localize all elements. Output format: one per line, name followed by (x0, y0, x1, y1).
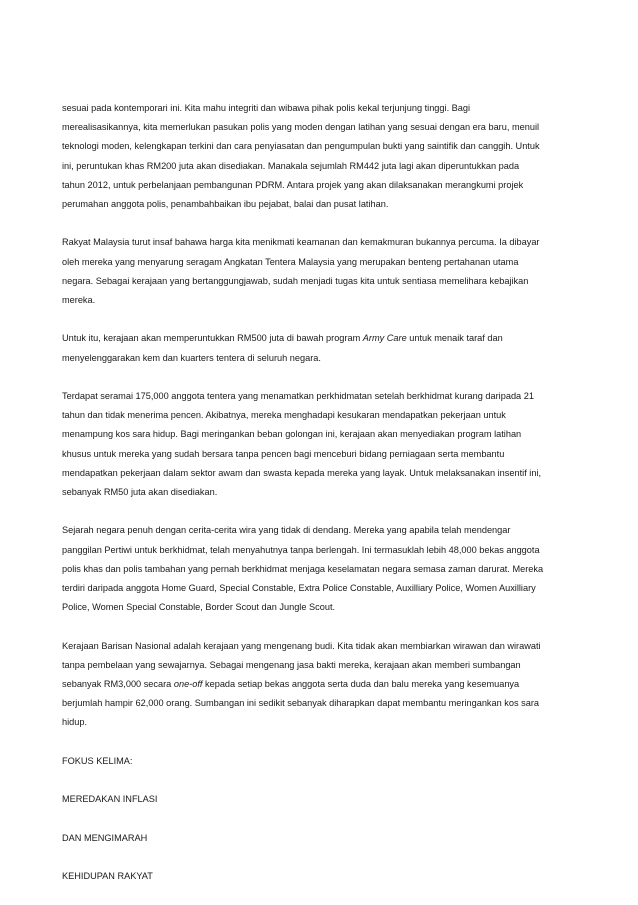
paragraph-text: sesuai pada kontemporari ini. Kita mahu integriti dan wibawa pihak polis kekal terjunjung tinggi. Bagi merealisasikannya, kita memerlukan pasukan polis yang moden dengan latihan yang sesuai dengan era baru, menuil teknologi moden, kelengkapan terkini dan cara penyiasatan dan pengumpulan bukti yang saintifik dan canggih. Untuk ini, peruntukan khas RM200 juta akan disediakan. Manakala sejumlah RM442 juta lagi akan diperuntukkan pada tahun 2012, untuk perbelanjaan pembangunan PDRM. Antara projek yang akan dilaksanakan merangkumi projek perumahan anggota polis, penambahbaikan ibu pejabat, balai dan pusat latihan. (62, 103, 540, 210)
paragraph-armed-forces (62, 233, 544, 310)
paragraph-one-off-contribution (62, 637, 544, 733)
paragraph-text: Kerajaan Barisan Nasional adalah kerajaan yang mengenang budi. Kita tidak akan membiarkan wirawan dan wirawati tanpa pembelaan yang sewajarnya. Sebagai mengenang jasa bakti mereka, kerajaan akan memberi sumbangan sebanyak RM3,000 secara (62, 640, 541, 690)
paragraph-text: untuk menaik taraf dan menyelenggarakan kem dan kuarters tentera di seluruh negara. (62, 333, 503, 363)
paragraph-retired-soldiers (62, 387, 544, 502)
paragraph-text: Rakyat Malaysia turut insaf bahawa harga kita menikmati keamanan dan kemakmuran bukannya percuma. Ia dibayar oleh mereka yang menyarung seragam Angkatan Tentera Malaysia yang merupakan benteng pertahanan utama negara. Sebagai kerajaan yang bertanggungjawab, sudah menjadi tugas kita untuk sentiasa memelihara kebajikan mereka. (62, 237, 540, 306)
paragraph-text: Sejarah negara penuh dengan cerita-cerita wira yang tidak di dendang. Mereka yang apabila telah mendengar panggilan Pertiwi untuk berkhidmat, telah menyahutnya tanpa berlengah. Ini termasuklah lebih 48,000 bekas anggota polis khas dan polis tambahan yang pernah berkhidmat menjaga keselamatan negara semasa zaman darurat. Mereka terdiri daripada anggota Home Guard, Special Constable, Extra Police Constable, Auxilliary Police, Women Auxilliary Police, Women Special Constable, Border Scout dan Jungle Scout. (62, 525, 544, 613)
section-heading-prosper: DAN MENGIMARAH (62, 832, 148, 843)
section-heading-inflation: MEREDAKAN INFLASI (62, 794, 158, 805)
section-heading-people: KEHIDUPAN RAKYAT (62, 870, 153, 881)
paragraph-text: kepada setiap bekas anggota serta duda dan balu mereka yang kesemuanya berjumlah hampir 62,000 orang. Sumbangan ini sedikit sebanyak diharapkan dapat membantu meringankan kos sara hidup. (62, 679, 540, 728)
paragraph-unsung-heroes (62, 521, 544, 617)
paragraph-army-care (62, 329, 544, 367)
paragraph-text: Terdapat seramai 175,000 anggota tentera yang menamatkan perkhidmatan setelah berkhidmat kurang daripada 21 tahun dan tidak menerima pencen. Akibatnya, mereka menghadapi kesukaran mendapatkan pekerjaan untuk menampung kos sara hidup. Bagi meringankan beban golongan ini, kerajaan akan menyediakan program latihan khusus untuk mereka yang sudah bersara tanpa pencen bagi menceburi bidang perniagaan serta membantu mendapatkan pekerjaan dalam sektor awam dan swasta kepada mereka yang layak. Untuk melaksanakan insentif ini, sebanyak RM50 juta akan disediakan. (62, 391, 542, 498)
section-heading-fokus: FOKUS KELIMA: (62, 755, 133, 766)
document-page (62, 99, 544, 905)
one-off-italic: one-off (173, 679, 203, 690)
program-name-italic: Army Care (362, 333, 407, 344)
paragraph-police-funding (62, 99, 544, 214)
paragraph-text: Untuk itu, kerajaan akan memperuntukkan RM500 juta di bawah program (62, 333, 363, 344)
